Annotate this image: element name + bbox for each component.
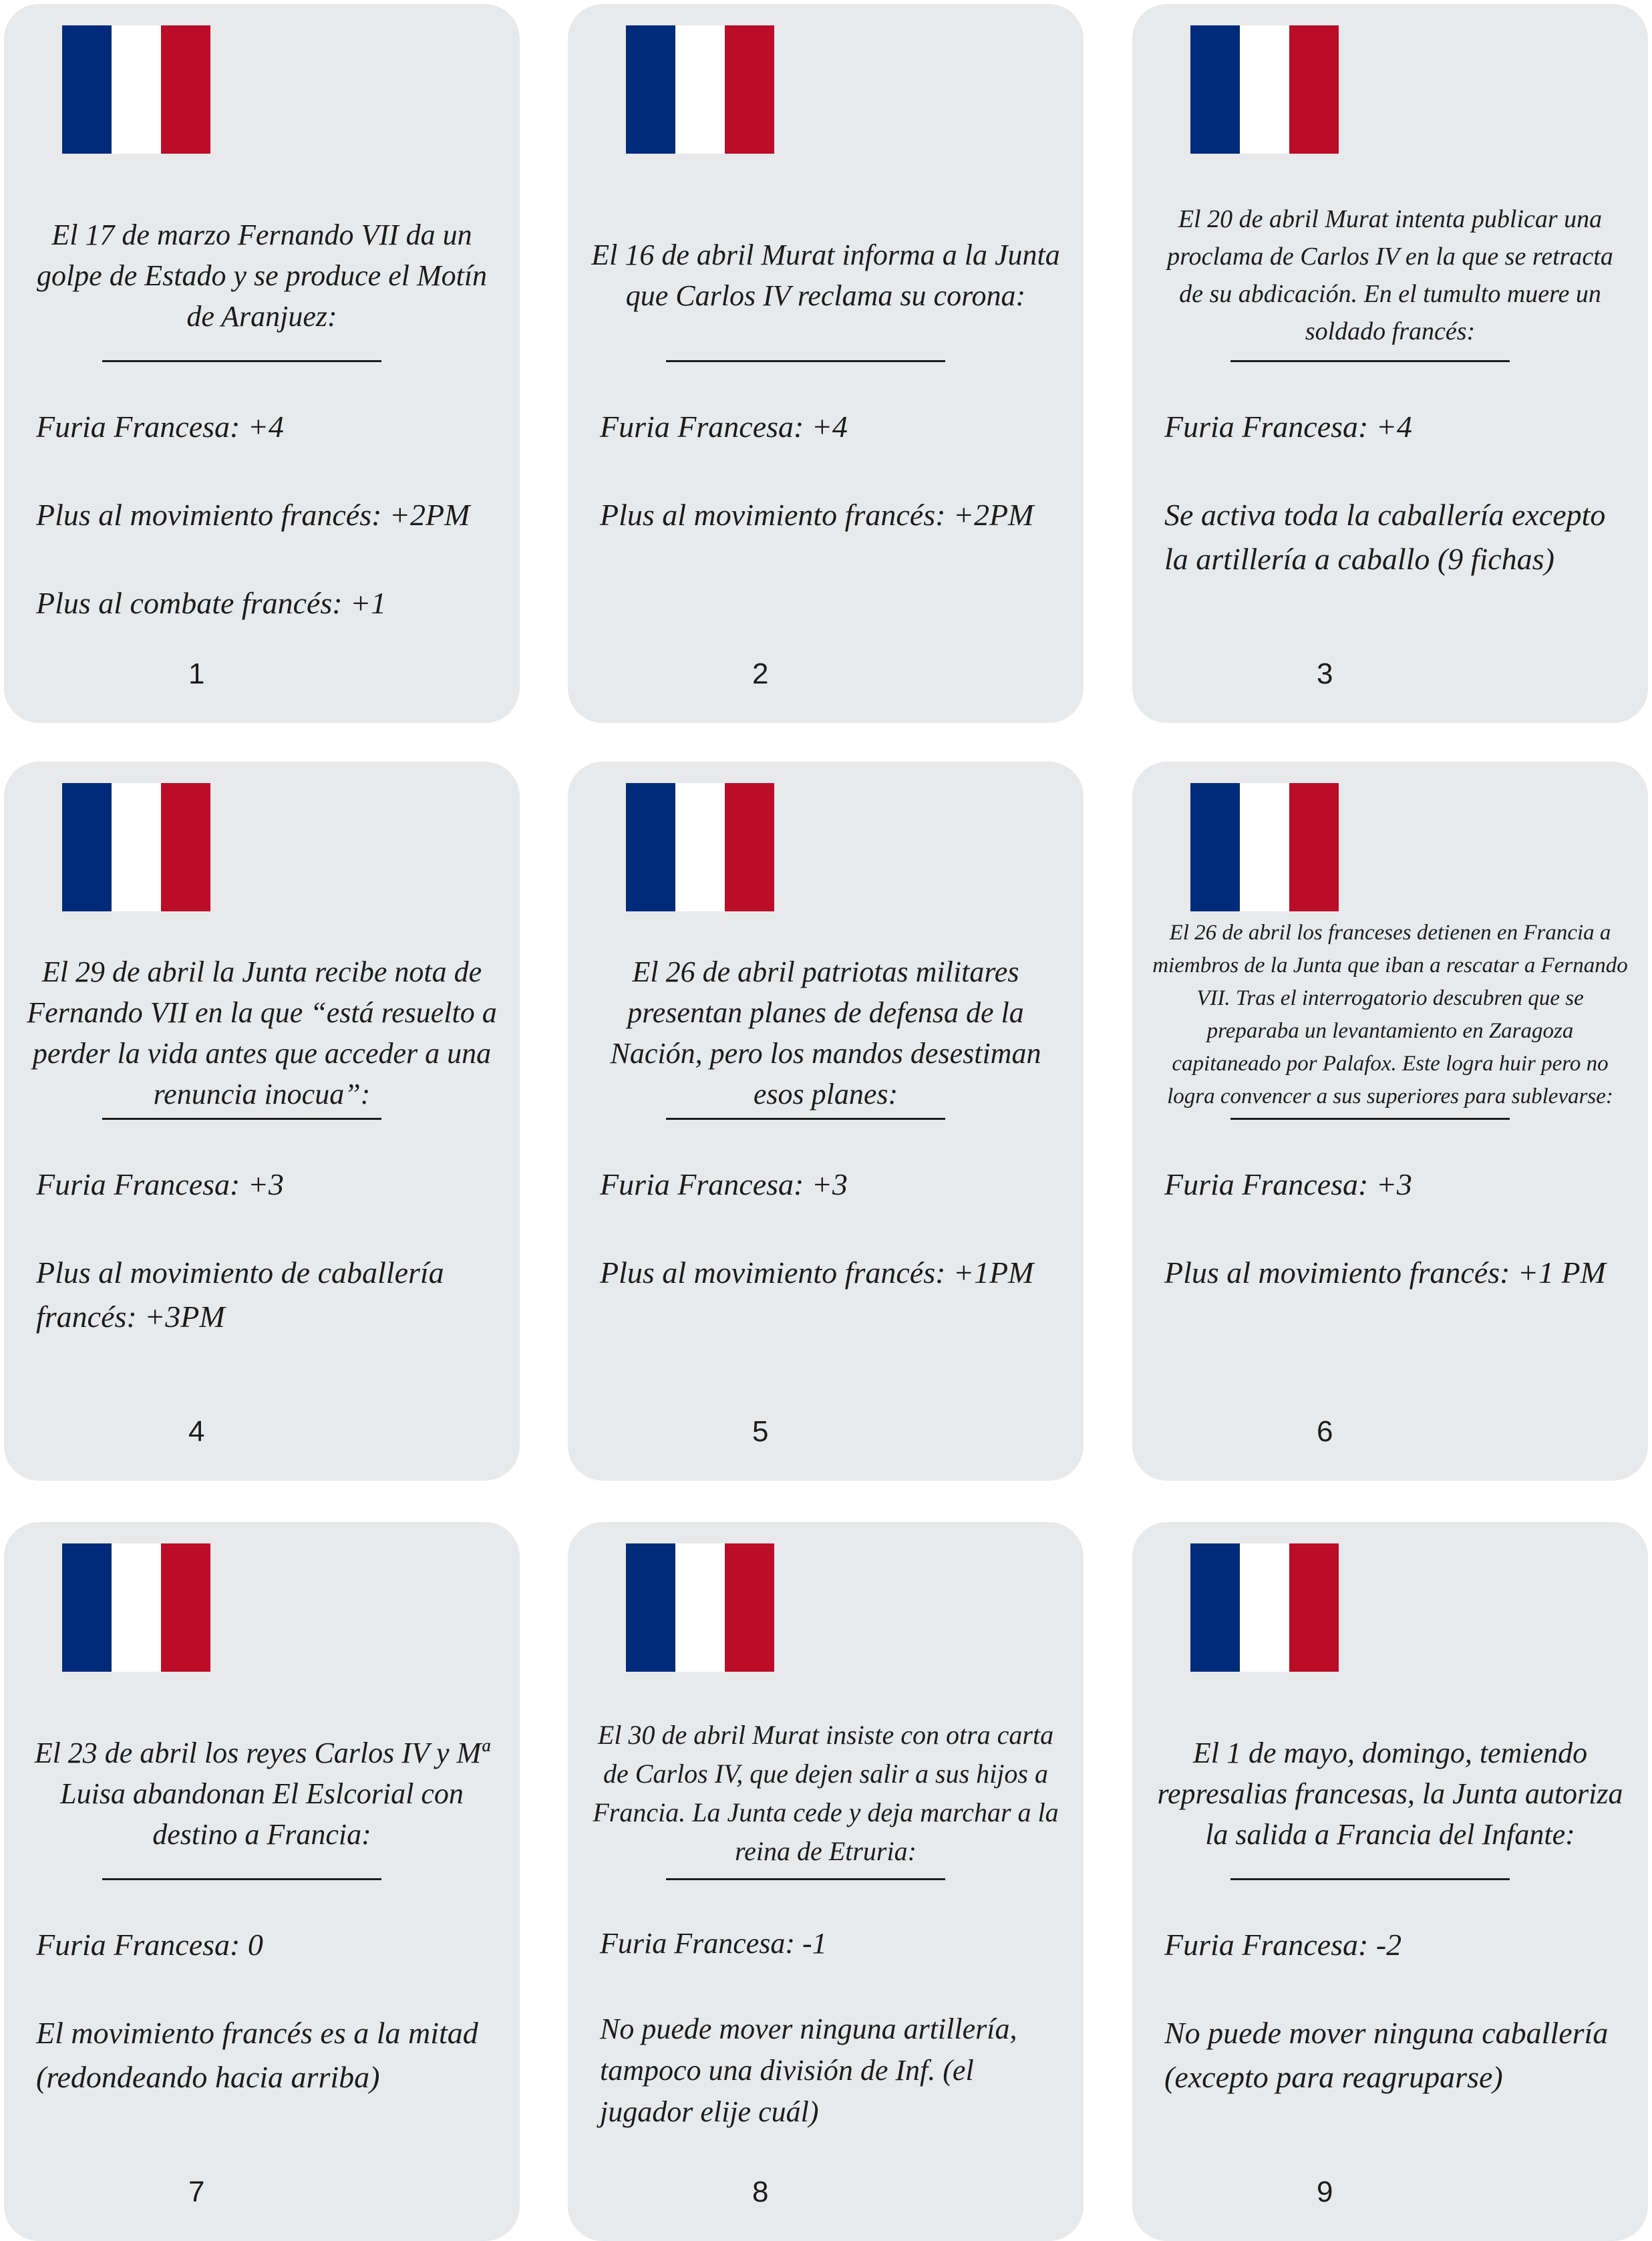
event-card-2 xyxy=(568,4,1084,723)
french-flag-icon xyxy=(62,783,210,911)
effect-line: Furia Francesa: -1 xyxy=(600,1927,827,1960)
effect-line: No puede mover ninguna caballería (excepto para reagruparse) xyxy=(1164,2016,1609,2094)
card-intro: El 26 de abril los franceses detienen en Francia a miembros de la Junta que iban a rescatar a Fernando VII. Tras el interrogatorio descubren que se preparaba un levantamiento en Zaragoza capitaneado por Palafox. Este logra huir pero no logra convencer a sus superiores para sublevarse: xyxy=(1152,921,1628,1108)
effect-line: Furia Francesa: +3 xyxy=(36,1167,284,1201)
card-intro: El 29 de abril la Junta recibe nota de Fernando VII en la que “está resuelto a perder la vida antes que acceder a una renuncia inocua”: xyxy=(27,955,497,1110)
french-flag-icon xyxy=(62,1543,210,1672)
divider xyxy=(666,1878,945,1880)
card-intro: El 26 de abril patriotas militares presentan planes de defensa de la Nación, pero los mandos desestiman esos planes: xyxy=(610,955,1041,1110)
card-number: 3 xyxy=(1317,657,1333,690)
card-number: 4 xyxy=(188,1415,205,1448)
event-card-3 xyxy=(1132,4,1648,723)
card-effects xyxy=(1164,405,1621,625)
card-intro: El 23 de abril los reyes Carlos IV y Mª Luisa abandonan El Eslcorial con destino a Francia: xyxy=(34,1736,490,1851)
effect-line: Plus al movimiento francés: +2PM xyxy=(36,498,470,532)
card-effects xyxy=(36,1163,493,1383)
divider xyxy=(102,360,381,362)
french-flag-icon xyxy=(626,1543,774,1672)
card-intro: El 17 de marzo Fernando VII da un golpe de Estado y se produce el Motín de Aranjuez: xyxy=(36,218,488,333)
card-effects xyxy=(36,405,493,669)
card-intro: El 16 de abril Murat informa a la Junta que Carlos IV reclama su corona: xyxy=(591,239,1060,312)
effect-line: Furia Francesa: +4 xyxy=(600,410,848,444)
card-effects xyxy=(600,1923,1057,2177)
card-effects xyxy=(1164,1923,1621,2143)
card-effects xyxy=(600,1163,1057,1339)
effect-line: No puede mover ninguna artillería, tampoco una división de Inf. (el jugador elije cuál) xyxy=(600,2012,1017,2128)
divider xyxy=(666,360,945,362)
effect-line: Furia Francesa: +4 xyxy=(1164,410,1412,444)
event-card-1 xyxy=(4,4,520,723)
event-card-9 xyxy=(1132,1522,1648,2241)
effect-line: Plus al combate francés: +1 xyxy=(36,586,387,620)
french-flag-icon xyxy=(626,25,774,154)
french-flag-icon xyxy=(626,783,774,911)
event-card-6 xyxy=(1132,762,1648,1481)
card-number: 6 xyxy=(1317,1415,1333,1448)
effect-line: Furia Francesa: +4 xyxy=(36,410,284,444)
french-flag-icon xyxy=(1190,25,1339,154)
french-flag-icon xyxy=(1190,783,1339,911)
effect-line: Furia Francesa: +3 xyxy=(600,1167,848,1201)
effect-line: Furia Francesa: +3 xyxy=(1164,1167,1412,1201)
card-intro: El 20 de abril Murat intenta publicar una proclama de Carlos IV en la que se retracta de su abdicación. En el tumulto muere un soldado francés: xyxy=(1167,205,1613,345)
card-intro: El 30 de abril Murat insiste con otra carta de Carlos IV, que dejen salir a sus hijos a Francia. La Junta cede y deja marchar a la reina de Etruria: xyxy=(593,1720,1059,1866)
divider xyxy=(102,1118,381,1120)
event-card-8 xyxy=(568,1522,1084,2241)
french-flag-icon xyxy=(1190,1543,1339,1672)
card-number: 1 xyxy=(188,657,205,690)
effect-line: Plus al movimiento de caballería francés: +3PM xyxy=(36,1255,444,1334)
card-number: 5 xyxy=(752,1415,769,1448)
effect-line: Plus al movimiento francés: +1PM xyxy=(600,1255,1034,1290)
effect-line: Se activa toda la caballería excepto la artillería a caballo (9 fichas) xyxy=(1164,498,1606,576)
divider xyxy=(1230,1118,1510,1120)
french-flag-icon xyxy=(62,25,210,154)
divider xyxy=(102,1878,381,1880)
effect-line: Furia Francesa: -2 xyxy=(1164,1928,1402,1962)
card-number: 2 xyxy=(752,657,769,690)
effect-line: Plus al movimiento francés: +2PM xyxy=(600,498,1034,532)
event-card-4 xyxy=(4,762,520,1481)
card-effects xyxy=(600,405,1057,581)
divider xyxy=(666,1118,945,1120)
divider xyxy=(1230,360,1510,362)
card-effects xyxy=(36,1923,493,2143)
divider xyxy=(1230,1878,1510,1880)
card-number: 8 xyxy=(752,2176,769,2208)
card-number: 7 xyxy=(188,2176,205,2208)
card-intro: El 1 de mayo, domingo, temiendo represalias francesas, la Junta autoriza la salida a Francia del Infante: xyxy=(1157,1736,1623,1851)
card-number: 9 xyxy=(1317,2176,1333,2208)
event-card-7 xyxy=(4,1522,520,2241)
card-effects xyxy=(1164,1163,1621,1339)
effect-line: Furia Francesa: 0 xyxy=(36,1928,263,1962)
effect-line: El movimiento francés es a la mitad (redondeando hacia arriba) xyxy=(36,2016,478,2094)
effect-line: Plus al movimiento francés: +1 PM xyxy=(1164,1255,1606,1290)
event-card-5 xyxy=(568,762,1084,1481)
